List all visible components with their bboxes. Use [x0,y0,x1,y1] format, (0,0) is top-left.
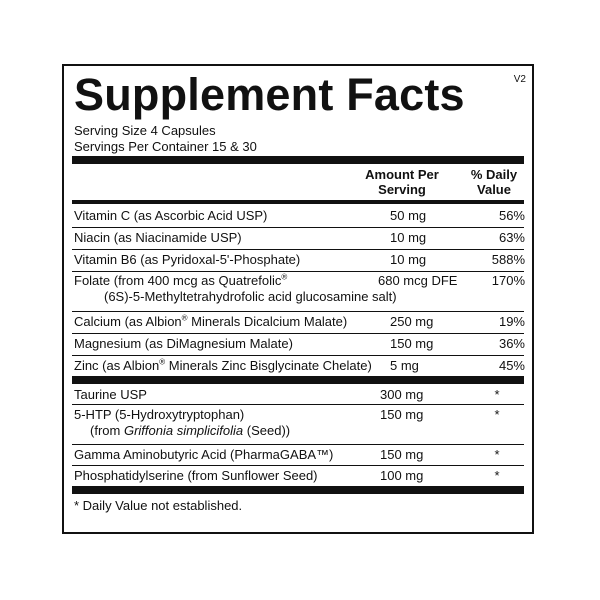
nutrient-amount: 250 mg [390,314,434,329]
supplement-facts-panel [62,64,534,534]
row-divider [72,227,524,228]
nutrient-name: Folate (from 400 mcg as Quatrefolic® [74,272,288,288]
serving-info [74,123,257,155]
nutrient-amount: 50 mg [390,208,427,223]
nutrient-row [72,273,524,311]
ingredient-name: Phosphatidylserine (from Sunflower Seed) [74,468,318,483]
thick-divider-top [72,156,524,164]
amount-header [352,167,452,197]
nutrient-dv: 63% [498,230,525,245]
ingredient-dv: * [494,447,500,462]
header-divider [72,200,524,204]
nutrient-amount: 150 mg [390,336,434,351]
row-divider [72,355,524,356]
nutrient-dv: 36% [498,336,525,351]
panel-title: Supplement Facts [74,69,465,120]
ingredient-subname: (from Griffonia simplicifolia (Seed)) [90,423,291,438]
row-divider [72,444,524,445]
nutrient-amount: 5 mg [390,358,419,373]
nutrient-dv: 56% [498,208,525,223]
nutrient-dv: 170% [491,273,525,288]
nutrient-amount: 10 mg [390,230,427,245]
ingredient-name: 5-HTP (5-Hydroxytryptophan) [74,407,245,422]
row-divider [72,271,524,272]
nutrient-subname: (6S)-5-Methyltetrahydrofolic acid glucosamine salt) [104,289,397,304]
nutrient-dv: 45% [498,358,525,373]
nutrient-name: Magnesium (as DiMagnesium Malate) [74,336,293,351]
version-label: V2 [513,74,526,85]
row-divider [72,333,524,334]
ingredient-amount: 100 mg [380,468,424,483]
ingredient-dv: * [494,387,500,402]
thick-divider-bottom [72,486,524,494]
ingredient-amount: 150 mg [380,407,424,422]
dv-header [462,167,526,197]
nutrient-name: Vitamin C (as Ascorbic Acid USP) [74,208,268,223]
ingredient-row [72,407,524,445]
row-divider [72,404,524,405]
nutrient-amount: 10 mg [390,252,427,267]
ingredient-name: Gamma Aminobutyric Acid (PharmaGABA™) [74,447,334,462]
dv-header-line2: Value [477,182,511,197]
footnote: * Daily Value not established. [74,498,243,513]
nutrient-dv: 19% [498,314,525,329]
ingredient-name: Taurine USP [74,387,147,402]
nutrient-name: Zinc (as Albion® Minerals Zinc Bisglycinate Chelate) [74,357,372,373]
amount-header-line2: Serving [378,182,426,197]
dv-header-line1: % Daily [470,167,518,182]
ingredient-amount: 150 mg [380,447,424,462]
row-divider [72,249,524,250]
ingredient-amount: 300 mg [380,387,424,402]
ingredient-dv: * [494,407,500,422]
row-divider [72,465,524,466]
thick-divider-middle [72,376,524,384]
nutrient-dv: 588% [491,252,525,267]
serving-size: Serving Size 4 Capsules [74,123,216,138]
nutrient-name: Calcium (as Albion® Minerals Dicalcium Malate) [74,313,348,329]
nutrient-name: Vitamin B6 (as Pyridoxal-5'-Phosphate) [74,252,301,267]
servings-per-container: Servings Per Container 15 & 30 [74,139,257,154]
ingredient-dv: * [494,468,500,483]
nutrient-amount: 680 mcg DFE [378,273,458,288]
nutrient-name: Niacin (as Niacinamide USP) [74,230,242,245]
amount-header-line1: Amount Per [365,167,439,182]
row-divider [72,311,524,312]
